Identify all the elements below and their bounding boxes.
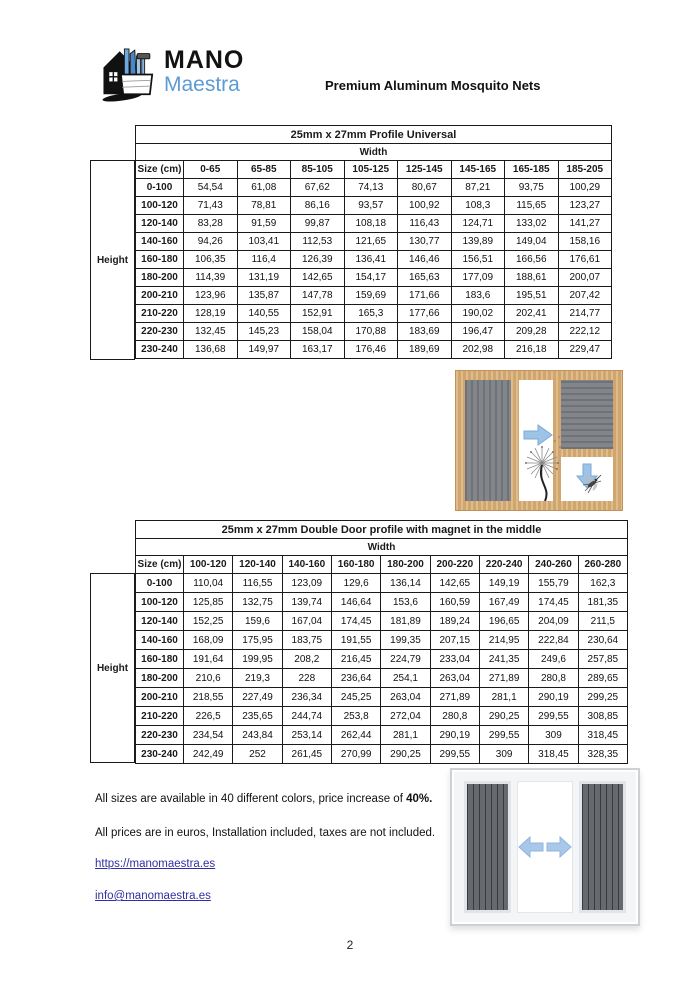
price-cell: 86,16 [291, 197, 345, 215]
price-cell: 159,6 [233, 612, 282, 631]
height-axis-label: Height [90, 573, 135, 763]
price-cell: 103,41 [237, 233, 291, 251]
price-cell: 289,65 [578, 669, 627, 688]
price-cell: 189,24 [430, 612, 479, 631]
price-cell: 116,43 [398, 215, 452, 233]
width-range-header: 0-65 [184, 161, 238, 179]
table-row [136, 215, 612, 233]
price-cell: 263,04 [381, 688, 430, 707]
width-range-header: 185-205 [558, 161, 612, 179]
note-colors-text: All sizes are available in 40 different colors, price increase of [95, 793, 407, 805]
logo-text-mano: MANO [164, 45, 245, 74]
arrow-right-icon [546, 836, 572, 858]
price-cell: 132,45 [184, 323, 238, 341]
price-cell: 108,3 [451, 197, 505, 215]
height-range-cell: 0-100 [136, 179, 184, 197]
price-table-double-door [135, 520, 628, 764]
price-cell: 318,45 [578, 726, 627, 745]
price-cell: 210,6 [184, 669, 233, 688]
price-cell: 234,54 [184, 726, 233, 745]
price-cell: 299,55 [529, 707, 578, 726]
price-cell: 299,25 [578, 688, 627, 707]
price-cell: 116,4 [237, 251, 291, 269]
price-cell: 93,75 [505, 179, 559, 197]
price-cell: 177,09 [451, 269, 505, 287]
price-cell: 142,65 [430, 574, 479, 593]
price-cell: 214,77 [558, 305, 612, 323]
height-range-cell: 180-200 [136, 269, 184, 287]
width-range-header: 160-180 [331, 556, 380, 574]
price-cell: 181,89 [381, 612, 430, 631]
width-range-header: 200-220 [430, 556, 479, 574]
price-cell: 281,1 [381, 726, 430, 745]
website-link[interactable]: https://manomaestra.es [95, 858, 216, 870]
price-cell: 281,1 [479, 688, 528, 707]
price-cell: 158,16 [558, 233, 612, 251]
price-cell: 242,49 [184, 745, 233, 764]
price-cell: 262,44 [331, 726, 380, 745]
size-header-cell: Size (cm) [136, 556, 184, 574]
price-cell: 272,04 [381, 707, 430, 726]
price-cell: 233,04 [430, 650, 479, 669]
table-title: 25mm x 27mm Double Door profile with magnet in the middle [136, 521, 628, 539]
height-range-cell: 230-240 [136, 341, 184, 359]
price-cell: 125,85 [184, 593, 233, 612]
price-cell: 216,45 [331, 650, 380, 669]
price-cell: 196,47 [451, 323, 505, 341]
width-range-header: 240-260 [529, 556, 578, 574]
price-cell: 204,09 [529, 612, 578, 631]
price-cell: 147,78 [291, 287, 345, 305]
price-cell: 123,27 [558, 197, 612, 215]
price-cell: 174,45 [529, 593, 578, 612]
email-link[interactable]: info@manomaestra.es [95, 890, 211, 902]
price-cell: 146,64 [331, 593, 380, 612]
table-row [136, 197, 612, 215]
width-range-header: 100-120 [184, 556, 233, 574]
price-cell: 136,14 [381, 574, 430, 593]
price-cell: 189,69 [398, 341, 452, 359]
price-cell: 230,64 [578, 631, 627, 650]
price-cell: 200,07 [558, 269, 612, 287]
price-cell: 207,15 [430, 631, 479, 650]
price-cell: 167,04 [282, 612, 331, 631]
price-cell: 227,49 [233, 688, 282, 707]
height-range-cell: 180-200 [136, 669, 184, 688]
table-row [136, 745, 628, 764]
height-range-cell: 140-160 [136, 631, 184, 650]
price-cell: 115,65 [505, 197, 559, 215]
height-range-cell: 160-180 [136, 650, 184, 669]
price-cell: 54,54 [184, 179, 238, 197]
mesh-panel-top-right [561, 380, 613, 449]
price-cell: 93,57 [344, 197, 398, 215]
price-cell: 175,95 [233, 631, 282, 650]
width-range-header: 140-160 [282, 556, 331, 574]
price-table-universal [135, 125, 612, 359]
price-cell: 99,87 [291, 215, 345, 233]
table-row [136, 650, 628, 669]
price-cell: 226,5 [184, 707, 233, 726]
height-axis-label: Height [90, 160, 135, 360]
price-cell: 154,17 [344, 269, 398, 287]
table-double-door-profile [90, 520, 628, 764]
price-cell: 188,61 [505, 269, 559, 287]
price-cell: 191,55 [331, 631, 380, 650]
price-cell: 132,75 [233, 593, 282, 612]
price-cell: 271,89 [430, 688, 479, 707]
height-range-cell: 100-120 [136, 593, 184, 612]
price-cell: 235,65 [233, 707, 282, 726]
price-cell: 160,59 [430, 593, 479, 612]
price-cell: 236,34 [282, 688, 331, 707]
price-cell: 153,6 [381, 593, 430, 612]
price-cell: 136,68 [184, 341, 238, 359]
price-cell: 87,21 [451, 179, 505, 197]
table-universal-profile [90, 125, 612, 359]
price-cell: 152,91 [291, 305, 345, 323]
height-range-cell: 100-120 [136, 197, 184, 215]
price-cell: 308,85 [578, 707, 627, 726]
width-range-header: 260-280 [578, 556, 627, 574]
price-cell: 211,5 [578, 612, 627, 631]
price-cell: 168,09 [184, 631, 233, 650]
price-cell: 128,19 [184, 305, 238, 323]
width-axis-label: Width [136, 144, 612, 161]
width-range-header: 105-125 [344, 161, 398, 179]
price-cell: 290,19 [430, 726, 479, 745]
house-toolbox-logo-icon [100, 40, 158, 102]
price-cell: 136,41 [344, 251, 398, 269]
price-cell: 207,42 [558, 287, 612, 305]
width-range-header: 180-200 [381, 556, 430, 574]
price-cell: 112,53 [291, 233, 345, 251]
price-cell: 106,35 [184, 251, 238, 269]
height-range-cell: 140-160 [136, 233, 184, 251]
logo [100, 40, 244, 102]
price-cell: 299,55 [479, 726, 528, 745]
price-cell: 130,77 [398, 233, 452, 251]
height-range-cell: 0-100 [136, 574, 184, 593]
price-cell: 219,3 [233, 669, 282, 688]
price-cell: 100,92 [398, 197, 452, 215]
table-row [136, 179, 612, 197]
price-cell: 78,81 [237, 197, 291, 215]
price-cell: 191,64 [184, 650, 233, 669]
price-cell: 114,39 [184, 269, 238, 287]
price-cell: 176,61 [558, 251, 612, 269]
table-row [136, 341, 612, 359]
price-cell: 121,65 [344, 233, 398, 251]
price-cell: 195,51 [505, 287, 559, 305]
height-range-cell: 230-240 [136, 745, 184, 764]
sliding-screen-illustration [450, 768, 640, 926]
table-row [136, 305, 612, 323]
height-range-cell: 210-220 [136, 305, 184, 323]
price-cell: 254,1 [381, 669, 430, 688]
open-section-bottom [561, 457, 613, 501]
price-cell: 145,23 [237, 323, 291, 341]
price-cell: 124,71 [451, 215, 505, 233]
price-cell: 165,63 [398, 269, 452, 287]
price-cell: 110,04 [184, 574, 233, 593]
price-cell: 149,19 [479, 574, 528, 593]
price-cell: 263,04 [430, 669, 479, 688]
price-cell: 290,19 [529, 688, 578, 707]
table-row [136, 688, 628, 707]
price-cell: 181,35 [578, 593, 627, 612]
width-range-header: 145-165 [451, 161, 505, 179]
price-cell: 177,66 [398, 305, 452, 323]
dandelion-icon [521, 435, 563, 501]
price-cell: 174,45 [331, 612, 380, 631]
width-range-header: 65-85 [237, 161, 291, 179]
price-cell: 196,65 [479, 612, 528, 631]
price-cell: 108,18 [344, 215, 398, 233]
price-cell: 94,26 [184, 233, 238, 251]
height-range-cell: 120-140 [136, 612, 184, 631]
height-range-cell: 200-210 [136, 287, 184, 305]
price-cell: 241,35 [479, 650, 528, 669]
price-cell: 141,27 [558, 215, 612, 233]
height-range-cell: 160-180 [136, 251, 184, 269]
price-cell: 244,74 [282, 707, 331, 726]
arrow-left-icon [518, 836, 544, 858]
price-cell: 216,18 [505, 341, 559, 359]
price-cell: 236,64 [331, 669, 380, 688]
price-cell: 290,25 [479, 707, 528, 726]
table-row [136, 269, 612, 287]
price-cell: 222,12 [558, 323, 612, 341]
mesh-panel-left [465, 380, 511, 501]
height-range-cell: 210-220 [136, 707, 184, 726]
price-cell: 253,14 [282, 726, 331, 745]
price-cell: 257,85 [578, 650, 627, 669]
table-row [136, 726, 628, 745]
price-cell: 91,59 [237, 215, 291, 233]
price-cell: 271,89 [479, 669, 528, 688]
price-cell: 318,45 [529, 745, 578, 764]
price-cell: 80,67 [398, 179, 452, 197]
table-row [136, 233, 612, 251]
price-cell: 155,79 [529, 574, 578, 593]
price-cell: 100,29 [558, 179, 612, 197]
width-range-header: 165-185 [505, 161, 559, 179]
price-cell: 222,84 [529, 631, 578, 650]
note-prices: All prices are in euros, Installation included, taxes are not included. [95, 827, 436, 839]
price-cell: 149,97 [237, 341, 291, 359]
note-colors-bold: 40%. [406, 793, 433, 805]
table-row [136, 669, 628, 688]
table-title: 25mm x 27mm Profile Universal [136, 126, 612, 144]
price-cell: 328,35 [578, 745, 627, 764]
height-range-cell: 220-230 [136, 323, 184, 341]
page-title: Premium Aluminum Mosquito Nets [325, 78, 541, 93]
price-cell: 280,8 [430, 707, 479, 726]
price-cell: 139,89 [451, 233, 505, 251]
price-cell: 152,25 [184, 612, 233, 631]
price-cell: 131,19 [237, 269, 291, 287]
height-range-cell: 200-210 [136, 688, 184, 707]
column-header-row [136, 161, 612, 179]
table-row [136, 251, 612, 269]
pleated-window-illustration [455, 370, 623, 511]
price-cell: 190,02 [451, 305, 505, 323]
mesh-panel-right [579, 781, 626, 913]
price-cell: 309 [529, 726, 578, 745]
price-cell: 149,04 [505, 233, 559, 251]
price-cell: 126,39 [291, 251, 345, 269]
price-cell: 167,49 [479, 593, 528, 612]
price-cell: 290,25 [381, 745, 430, 764]
table-row [136, 612, 628, 631]
price-cell: 158,04 [291, 323, 345, 341]
price-cell: 228 [282, 669, 331, 688]
price-cell: 61,08 [237, 179, 291, 197]
price-cell: 214,95 [479, 631, 528, 650]
table-row [136, 574, 628, 593]
size-header-cell: Size (cm) [136, 161, 184, 179]
width-range-header: 120-140 [233, 556, 282, 574]
right-column [561, 380, 613, 501]
price-cell: 218,55 [184, 688, 233, 707]
price-cell: 199,35 [381, 631, 430, 650]
price-cell: 183,69 [398, 323, 452, 341]
price-cell: 163,17 [291, 341, 345, 359]
table-row [136, 287, 612, 305]
price-cell: 159,69 [344, 287, 398, 305]
price-cell: 162,3 [578, 574, 627, 593]
price-cell: 171,66 [398, 287, 452, 305]
price-cell: 253,8 [331, 707, 380, 726]
price-cell: 199,95 [233, 650, 282, 669]
price-cell: 123,09 [282, 574, 331, 593]
price-cell: 123,96 [184, 287, 238, 305]
height-range-cell: 120-140 [136, 215, 184, 233]
price-cell: 209,28 [505, 323, 559, 341]
open-section [517, 781, 573, 913]
price-cell: 146,46 [398, 251, 452, 269]
table-row [136, 707, 628, 726]
price-cell: 71,43 [184, 197, 238, 215]
price-cell: 309 [479, 745, 528, 764]
price-cell: 176,46 [344, 341, 398, 359]
column-header-row [136, 556, 628, 574]
price-cell: 165,3 [344, 305, 398, 323]
price-cell: 133,02 [505, 215, 559, 233]
price-cell: 202,98 [451, 341, 505, 359]
width-axis-label: Width [136, 539, 628, 556]
logo-text-maestra: Maestra [164, 72, 240, 96]
price-cell: 270,99 [331, 745, 380, 764]
price-cell: 74,13 [344, 179, 398, 197]
table-row [136, 631, 628, 650]
price-cell: 243,84 [233, 726, 282, 745]
price-cell: 170,88 [344, 323, 398, 341]
price-cell: 245,25 [331, 688, 380, 707]
price-cell: 129,6 [331, 574, 380, 593]
price-cell: 142,65 [291, 269, 345, 287]
price-cell: 135,87 [237, 287, 291, 305]
price-cell: 67,62 [291, 179, 345, 197]
page-number: 2 [346, 938, 354, 952]
price-cell: 83,28 [184, 215, 238, 233]
width-range-header: 220-240 [479, 556, 528, 574]
price-cell: 116,55 [233, 574, 282, 593]
table-row [136, 593, 628, 612]
price-cell: 261,45 [282, 745, 331, 764]
price-cell: 224,79 [381, 650, 430, 669]
price-cell: 280,8 [529, 669, 578, 688]
mesh-panel-left [464, 781, 511, 913]
price-cell: 249,6 [529, 650, 578, 669]
price-cell: 252 [233, 745, 282, 764]
mosquito-icon [579, 471, 605, 495]
price-cell: 299,55 [430, 745, 479, 764]
price-cell: 229,47 [558, 341, 612, 359]
price-cell: 140,55 [237, 305, 291, 323]
price-cell: 183,6 [451, 287, 505, 305]
open-section [519, 380, 553, 501]
price-cell: 139,74 [282, 593, 331, 612]
price-cell: 183,75 [282, 631, 331, 650]
price-cell: 202,41 [505, 305, 559, 323]
table-row [136, 323, 612, 341]
width-range-header: 85-105 [291, 161, 345, 179]
height-range-cell: 220-230 [136, 726, 184, 745]
price-cell: 156,51 [451, 251, 505, 269]
price-cell: 208,2 [282, 650, 331, 669]
width-range-header: 125-145 [398, 161, 452, 179]
price-cell: 166,56 [505, 251, 559, 269]
note-colors [95, 793, 432, 805]
